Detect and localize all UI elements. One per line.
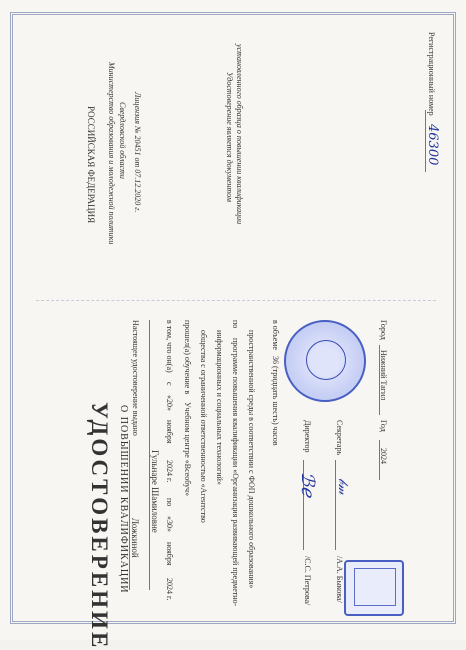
reg-number: 46300 — [425, 124, 440, 166]
note-line2: установленного образца о повышении квалификации — [235, 44, 244, 225]
city: Нижний Тагил — [379, 350, 388, 401]
director-name: /С.С. Петрова/ — [303, 556, 312, 606]
seal-inner-ring — [306, 340, 346, 380]
certificate-subtitle: О ПОВЫШЕНИИ КВАЛИФИКАЦИИ — [118, 405, 129, 594]
period-prefix: в том, что он(а) — [165, 320, 174, 373]
from-year: 2024 г. — [165, 460, 174, 483]
certificate-title: УДОСТОВЕРЕНИЕ — [87, 402, 112, 650]
director-signature: ℬℯ — [297, 472, 318, 497]
surname: Ложкиной — [130, 518, 140, 558]
volume: 36 (тридцать шесть) часов — [271, 356, 280, 446]
fold-line — [36, 300, 436, 301]
program-line2: пространственной среды в соответствии с ФОП дошкольного образования» — [247, 330, 256, 589]
secretary-signature: 𝒷𝓂 — [335, 478, 350, 495]
from-month: ноября — [165, 420, 174, 444]
program-line1: программе повышения квалификации «Организация развивающей предметно- — [231, 338, 240, 607]
stamp-inner — [354, 568, 396, 606]
year: 2024 — [379, 448, 388, 464]
secretary-name: /А.А. Быкова/ — [335, 556, 344, 603]
ministry-line2: Свердловской области — [118, 102, 127, 179]
ministry-line1: Министерство образования и молодежной политики — [107, 62, 116, 245]
to-month: ноября — [165, 542, 174, 566]
study-place1: Учебном центре «Всеобуч» — [183, 402, 192, 497]
name: Гульнаре Шамиловне — [150, 450, 160, 533]
city-label: Город — [379, 320, 388, 340]
year-label: Год — [379, 420, 388, 432]
to-year: 2024 г. — [165, 578, 174, 601]
secretary-label: Секретарь — [335, 420, 344, 456]
issued-to-label: Настоящее удостоверение выдано — [131, 320, 140, 436]
to-day: «30» — [165, 516, 174, 532]
from-day: «20» — [165, 395, 174, 411]
study-place3: информационных и социальных технологий» — [215, 330, 224, 485]
reg-label: Регистрационный номер — [427, 32, 436, 116]
certificate: РОССИЙСКАЯ ФЕДЕРАЦИЯ Министерство образования и молодежной политики Свердловской области Лицензия № 20451 от 07.12.2020 г. Удостоверение является документом установленного образца о повышении квалификации Регистрационный номер 46300 УДОСТОВЕРЕНИЕ О ПОВЫШЕНИИ КВАЛИФИКАЦИИ Настоящее удостоверение выдано Ложкиной Гульнаре Шамиловне в том, что он(а) с «20» ноября 2024 г. по «30» ноября 2024 г. прошел(а) обучение в Учебном центре «Всеобуч» общества с ограниченной ответственностью «Агентство информационных и социальных технологий» по программе повышения квалификации «Организация развивающей предметно- пространственной среды в соответствии с ФОП дошкольного образования» в объеме 36 (тридцать шесть) часов Директор ℬℯ /С.С. Петрова/ Секретарь 𝒷𝓂 /А.А. Быкова/ Город Нижний Тагил Год 2024 — [0, 0, 466, 640]
note-line1: Удостоверение является документом — [225, 72, 234, 202]
volume-label: в объеме — [271, 320, 280, 350]
study-label: прошел(а) обучение в — [183, 320, 192, 395]
study-place2: общества с ограниченной ответственностью «Агентство — [199, 330, 208, 523]
country: РОССИЙСКАЯ ФЕДЕРАЦИЯ — [86, 106, 96, 224]
director-label: Директор — [303, 420, 312, 453]
license: Лицензия № 20451 от 07.12.2020 г. — [133, 92, 142, 213]
